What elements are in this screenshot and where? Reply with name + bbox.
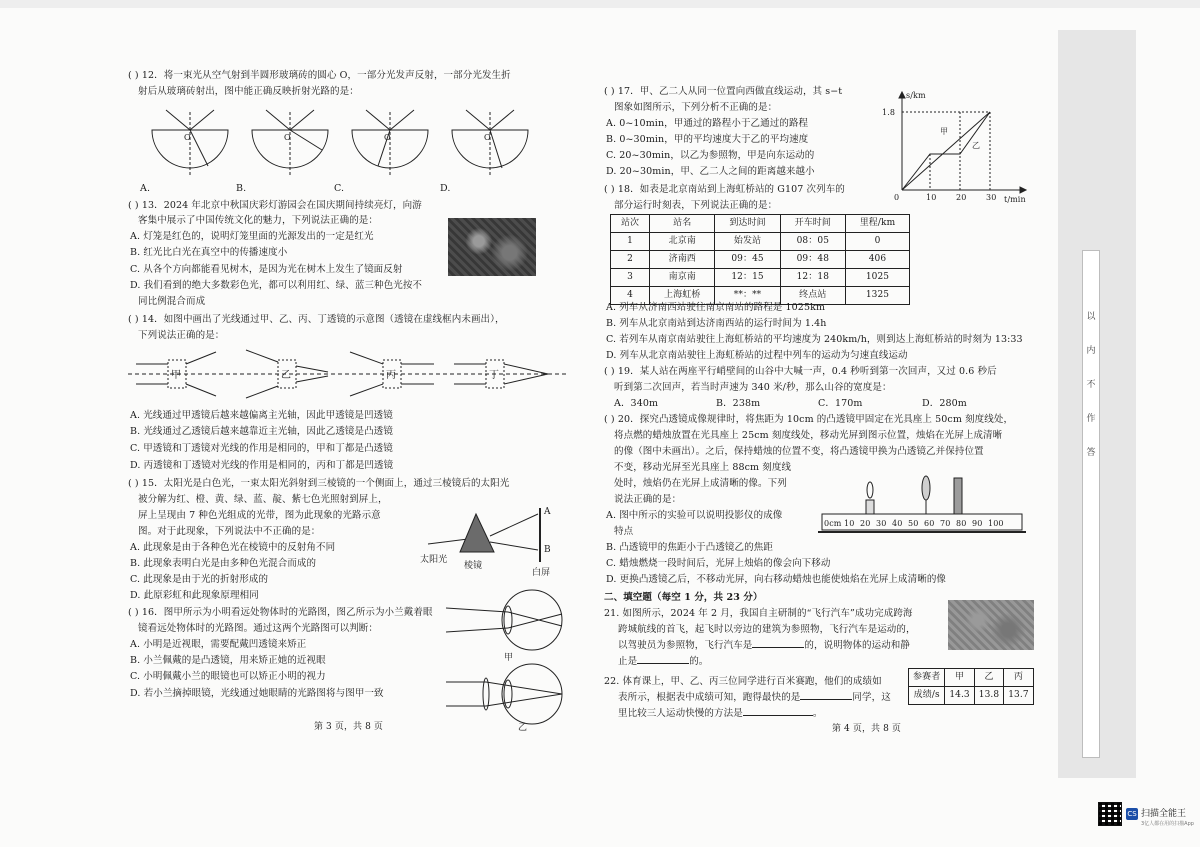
- table-header-cell: 开车时间: [780, 215, 845, 233]
- q17-stem-line2: 图象如图所示，下列分析不正确的是：: [614, 102, 778, 113]
- table-cell: 始发站: [715, 233, 780, 251]
- table-cell: 09：45: [715, 251, 780, 269]
- table-header-row: [909, 669, 1034, 687]
- q16-option-d: D. 若小兰摘掉眼镜，光线通过她眼睛的光路图将与图甲一致: [130, 688, 384, 699]
- table-row: [611, 233, 910, 251]
- q14-lens-label-bing: 丙: [386, 370, 397, 381]
- table-cell: 3: [611, 269, 650, 287]
- q16-option-a: A. 小明是近视眼，需要配戴凹透镜来矫正: [130, 639, 307, 650]
- table-cell: 0: [845, 233, 909, 251]
- q12-option-d: D.: [440, 183, 451, 194]
- left-page-footer: 第 3 页，共 8 页: [314, 722, 383, 732]
- table-cell: 13.8: [974, 687, 1003, 705]
- table-row: [909, 687, 1034, 705]
- q13-stem-line2: 客集中展示了中国传统文化的魅力，下列说法正确的是：: [138, 215, 379, 226]
- q19-option-a: A．340m: [614, 398, 659, 409]
- table-cell: 终点站: [780, 287, 845, 305]
- q15-option-a: A. 此现象是由于各种色光在棱镜中的反射角不同: [130, 542, 336, 553]
- q14-stem-line2: 下列说法正确的是：: [138, 330, 225, 341]
- q18-timetable: [610, 214, 910, 305]
- q17-x-tick-0: 0: [894, 193, 900, 202]
- q12-option-a: A.: [140, 183, 151, 194]
- table-row: [611, 251, 910, 269]
- margin-char: 答: [1086, 448, 1096, 458]
- q20-option-a-cont: 特点: [614, 526, 634, 537]
- table-header-cell: 丙: [1004, 669, 1033, 687]
- table-header-cell: 站名: [650, 215, 715, 233]
- table-header-cell: 站次: [611, 215, 650, 233]
- q22-line2-text: 表所示，根据表中成绩可知，跑得最快的是: [618, 692, 801, 703]
- q15-label-prism: 棱镜: [464, 561, 483, 571]
- table-cell: 13.7: [1004, 687, 1033, 705]
- scanner-brand-sub: 3亿人都在用的扫描App: [1141, 820, 1194, 827]
- table-header-cell: 里程/km: [845, 215, 909, 233]
- q20-ruler-label-100: 100: [988, 519, 1004, 528]
- margin-char: 不: [1086, 380, 1096, 390]
- q14-lens-figure: [128, 346, 568, 402]
- svg-text:O: O: [484, 133, 491, 142]
- q22-line3-text-b: 。: [812, 708, 823, 719]
- q14-option-b: B. 光线通过乙透镜后越来越靠近主光轴，因此乙透镜是凸透镜: [130, 426, 393, 437]
- q13-lantern-photo: [448, 218, 536, 276]
- q21-line3-text: 以驾驶员为参照物，飞行汽车是: [618, 640, 753, 651]
- q17-st-graph: [876, 86, 1036, 204]
- table-cell: 上海虹桥: [650, 287, 715, 305]
- scanner-brand-name: 扫描全能王: [1141, 809, 1187, 819]
- table-cell: 北京南: [650, 233, 715, 251]
- q15-label-a: A: [544, 507, 551, 517]
- q15-stem-line2: 被分解为红、橙、黄、绿、蓝、靛、紫七色光照射到屏上，: [138, 494, 388, 505]
- table-header-cell: 到达时间: [715, 215, 780, 233]
- right-page-footer: 第 4 页，共 8 页: [832, 724, 901, 734]
- table-cell: 1325: [845, 287, 909, 305]
- q20-ruler-label-90: 90: [972, 519, 983, 528]
- q22-line2-text-b: 同学，这: [852, 692, 891, 703]
- table-header-cell: 参赛者: [909, 669, 945, 687]
- q18-stem-line1: ( ) 18．如表是北京南站到上海虹桥站的 G107 次列车的: [604, 184, 845, 195]
- table-cell: 09：48: [780, 251, 845, 269]
- table-cell: 14.3: [945, 687, 974, 705]
- q15-stem-line3: 屏上呈现由 7 种色光组成的光带，图为此现象的光路示意: [138, 510, 381, 521]
- q14-lens-label-ding: 丁: [489, 370, 500, 381]
- table-cell: 406: [845, 251, 909, 269]
- q20-stem-line3: 的像（图中未画出）。之后，保持蜡烛的位置不变，将凸透镜甲换为凸透镜乙并保持位置: [614, 446, 984, 457]
- q17-xlabel: t/min: [1004, 195, 1026, 204]
- q22-line3-text: 里比较三人运动快慢的方法是: [618, 708, 743, 719]
- table-row: [611, 269, 910, 287]
- q18-option-b: B. 列车从北京南站到达济南西站的运行时间为 1.4h: [606, 318, 827, 329]
- q17-ylabel: s/km: [906, 91, 926, 100]
- q21-stem-line3: [618, 638, 910, 653]
- q16-stem-line1: ( ) 16．图甲所示为小明看远处物体时的光路图，图乙所示为小兰戴着眼: [128, 607, 433, 618]
- scanner-watermark: [1126, 806, 1194, 827]
- q20-ruler-label-70: 70: [940, 519, 951, 528]
- q12-stem-line2: 射后从玻璃砖射出，图中能正确反映折射光路的是：: [138, 86, 359, 97]
- q19-stem-line2: 听到第二次回声，若当时声速为 340 米/秒，那么山谷的宽度是：: [614, 382, 892, 393]
- q22-blank-1[interactable]: [800, 690, 852, 700]
- q20-ruler-label-10: 10: [844, 519, 855, 528]
- q20-stem-line4: 不变，移动光屏至光具座上 88cm 刻度线: [614, 462, 792, 473]
- q18-option-d: D. 列车从北京南站驶往上海虹桥站的过程中列车的运动为匀速直线运动: [606, 350, 908, 361]
- q17-option-c: C. 20~30min，以乙为参照物，甲是向东运动的: [606, 150, 815, 161]
- table-cell: 成绩/s: [909, 687, 945, 705]
- q16-label-yi: 乙: [518, 723, 528, 732]
- q22-blank-2[interactable]: [743, 706, 813, 716]
- q15-stem-line1: ( ) 15．太阳光是白色光，一束太阳光斜射到三棱镜的一个侧面上，通过三棱镜后的太阳光: [128, 478, 510, 489]
- q20-stem-line2: 将点燃的蜡烛放置在光具座上 25cm 刻度线处，移动光屏到图示位置，烛焰在光屏上成清晰: [614, 430, 1003, 441]
- table-header-cell: 乙: [974, 669, 1003, 687]
- q21-flying-car-photo: [948, 600, 1034, 650]
- q12-stem-line1: ( ) 12．将一束光从空气射到半圆形玻璃砖的圆心 O，一部分光发声反射，一部分光发生折: [128, 70, 511, 81]
- qr-code-icon: [1098, 802, 1122, 826]
- q13-option-d: D. 我们看到的绝大多数彩色光，都可以利用红、绿、蓝三种色光按不: [130, 280, 423, 291]
- q14-option-d: D. 丙透镜和丁透镜对光线的作用是相同的，丙和丁都是凹透镜: [130, 460, 394, 471]
- scan-top-strip: [0, 0, 1200, 8]
- q17-x-tick-30: 30: [986, 193, 997, 202]
- q15-option-d: D. 此原彩虹和此现象原理相同: [130, 590, 259, 601]
- q15-stem-line4: 图。对于此现象，下列说法中不正确的是：: [138, 526, 321, 537]
- q18-option-a: A. 列车从济南西站驶往南京南站的路程是 1025km: [606, 302, 826, 313]
- q14-stem-line1: ( ) 14．如图中画出了光线通过甲、乙、丙、丁透镜的示意图（透镜在虚线框内未画出），: [128, 314, 505, 325]
- q12-option-b: B.: [236, 183, 247, 194]
- scanner-logo-icon: CS: [1127, 809, 1137, 818]
- q20-stem-line6: 说法正确的是：: [614, 494, 682, 505]
- table-cell: 08：05: [780, 233, 845, 251]
- q20-ruler-label-30: 30: [876, 519, 887, 528]
- q13-option-b: B. 红光比白光在真空中的传播速度小: [130, 247, 288, 258]
- table-cell: 12：18: [780, 269, 845, 287]
- q17-option-b: B. 0~30min，甲的平均速度大于乙的平均速度: [606, 134, 809, 145]
- svg-text:O: O: [284, 133, 291, 142]
- q20-stem-line1: ( ) 20．探究凸透镜成像规律时，将焦距为 10cm 的凸透镜甲固定在光具座上 50cm 刻度线处，: [604, 414, 1014, 425]
- q13-option-c: C. 从各个方向都能看见树木，是因为光在树木上发生了镜面反射: [130, 264, 403, 275]
- q16-option-b: B. 小兰佩戴的是凸透镜，用来矫正她的近视眼: [130, 655, 326, 666]
- q12-figure: [142, 106, 562, 182]
- table-cell: 南京南: [650, 269, 715, 287]
- q20-ruler-label-80: 80: [956, 519, 967, 528]
- table-cell: 12：15: [715, 269, 780, 287]
- q14-lens-label-yi: 乙: [281, 370, 292, 381]
- q18-stem-line2: 部分运行时刻表，下列说法正确的是：: [614, 200, 778, 211]
- table-header-cell: 甲: [945, 669, 974, 687]
- q17-y-tick: 1.8: [882, 108, 896, 117]
- q13-option-a: A. 灯笼是红色的，说明灯笼里面的光源发出的一定是红光: [130, 231, 374, 242]
- q22-stem-line3: [618, 706, 822, 721]
- q17-line-label-yi: 乙: [972, 141, 981, 150]
- q21-stem-line4: [618, 654, 708, 669]
- margin-notice: [1084, 300, 1098, 470]
- q16-option-c: C. 小明佩戴小兰的眼镜也可以矫正小明的视力: [130, 671, 326, 682]
- table-cell: 济南西: [650, 251, 715, 269]
- q21-blank-1[interactable]: [752, 638, 804, 648]
- q21-line4-text: 止是: [618, 656, 638, 667]
- q20-optical-bench-figure: [818, 470, 1028, 548]
- margin-char: 以: [1086, 312, 1096, 322]
- q13-stem-line1: ( ) 13．2024 年北京中秋国庆彩灯游园会在国庆期间持续亮灯，向游: [128, 200, 422, 211]
- q13-option-d-cont: 同比例混合而成: [138, 296, 206, 307]
- svg-text:O: O: [384, 133, 391, 142]
- q20-option-c: C. 蜡烛燃烧一段时间后，光屏上烛焰的像会向下移动: [606, 558, 831, 569]
- q21-line4-text-b: 的。: [689, 656, 709, 667]
- q20-ruler-label-0: 0cm: [824, 519, 842, 528]
- q22-stem-line1: 22. 体育课上，甲、乙、丙三位同学进行百米赛跑，他们的成绩如: [604, 676, 882, 687]
- q20-ruler-label-40: 40: [892, 519, 903, 528]
- q17-x-tick-10: 10: [926, 193, 937, 202]
- table-cell: **：**: [715, 287, 780, 305]
- table-header-row: [611, 215, 910, 233]
- q20-ruler-label-60: 60: [924, 519, 935, 528]
- q14-option-c: C. 甲透镜和丁透镜对光线的作用是相同的，甲和丁都是凸透镜: [130, 443, 393, 454]
- q17-stem-line1: ( ) 17．甲、乙二人从同一位置向西做直线运动，其 s−t: [604, 86, 843, 97]
- q15-prism-figure: [420, 500, 560, 580]
- table-cell: 1: [611, 233, 650, 251]
- q15-label-screen: 白屏: [532, 568, 551, 578]
- section-2-heading: 二、填空题（每空 1 分，共 23 分）: [604, 592, 763, 603]
- q19-stem-line1: ( ) 19．某人站在两座平行峭壁间的山谷中大喊一声，0.4 秒听到第一次回声，又过 0.6 秒后: [604, 366, 997, 377]
- q20-option-b: B. 凸透镜甲的焦距小于凸透镜乙的焦距: [606, 542, 773, 553]
- q16-eye-figure: [446, 582, 572, 732]
- q15-label-b: B: [544, 545, 551, 555]
- q20-option-d: D. 更换凸透镜乙后，不移动光屏，向右移动蜡烛也能使烛焰在光屏上成清晰的像: [606, 574, 947, 585]
- q14-option-a: A. 光线通过甲透镜后越来越偏离主光轴，因此甲透镜是凹透镜: [130, 410, 393, 421]
- q21-stem-line2: 跨城航线的首飞，起飞时以旁边的建筑为参照物，飞行汽车是运动的，: [618, 624, 916, 635]
- table-cell: 1025: [845, 269, 909, 287]
- q16-stem-line2: 镜看远处物体时的光路图。通过这两个光路图可以判断：: [138, 623, 379, 634]
- margin-char: 内: [1086, 346, 1096, 356]
- q21-blank-2[interactable]: [637, 654, 689, 664]
- q20-ruler-label-50: 50: [908, 519, 919, 528]
- q17-option-a: A. 0~10min，甲通过的路程小于乙通过的路程: [606, 118, 809, 129]
- q15-option-c: C. 此现象是由于光的折射形成的: [130, 574, 269, 585]
- q19-option-b: B．238m: [716, 398, 761, 409]
- q15-option-b: B. 此现象表明白光是由多种色光混合而成的: [130, 558, 317, 569]
- q17-option-d: D. 20~30min，甲、乙二人之间的距离越来越小: [606, 166, 815, 177]
- q15-label-sun: 太阳光: [420, 555, 448, 565]
- q16-label-jia: 甲: [504, 653, 514, 663]
- q19-option-d: D．280m: [922, 398, 967, 409]
- q21-line3-text-b: 的，说明物体的运动和静: [804, 640, 911, 651]
- q18-option-c: C. 若列车从南京南站驶往上海虹桥站的平均速度为 240km/h，则到达上海虹桥站的时刻为 13:33: [606, 334, 1023, 345]
- q22-results-table: [908, 668, 1034, 705]
- table-cell: 4: [611, 287, 650, 305]
- q20-stem-line5: 处时，烛焰仍在光屏上成清晰的像。下列: [614, 478, 787, 489]
- q12-option-c: C.: [334, 183, 345, 194]
- q20-ruler-label-20: 20: [860, 519, 871, 528]
- q21-stem-line1: 21. 如图所示，2024 年 2 月，我国自主研制的“飞行汽车”成功完成跨海: [604, 608, 913, 619]
- q17-x-tick-20: 20: [956, 193, 967, 202]
- margin-char: 作: [1086, 414, 1096, 424]
- q19-option-c: C．170m: [818, 398, 863, 409]
- q22-stem-line2: [618, 690, 891, 705]
- svg-text:O: O: [184, 133, 191, 142]
- q14-lens-label-jia: 甲: [171, 370, 182, 381]
- q17-line-label-jia: 甲: [940, 127, 949, 136]
- q20-option-a: A. 图中所示的实验可以说明投影仪的成像: [606, 510, 783, 521]
- table-cell: 2: [611, 251, 650, 269]
